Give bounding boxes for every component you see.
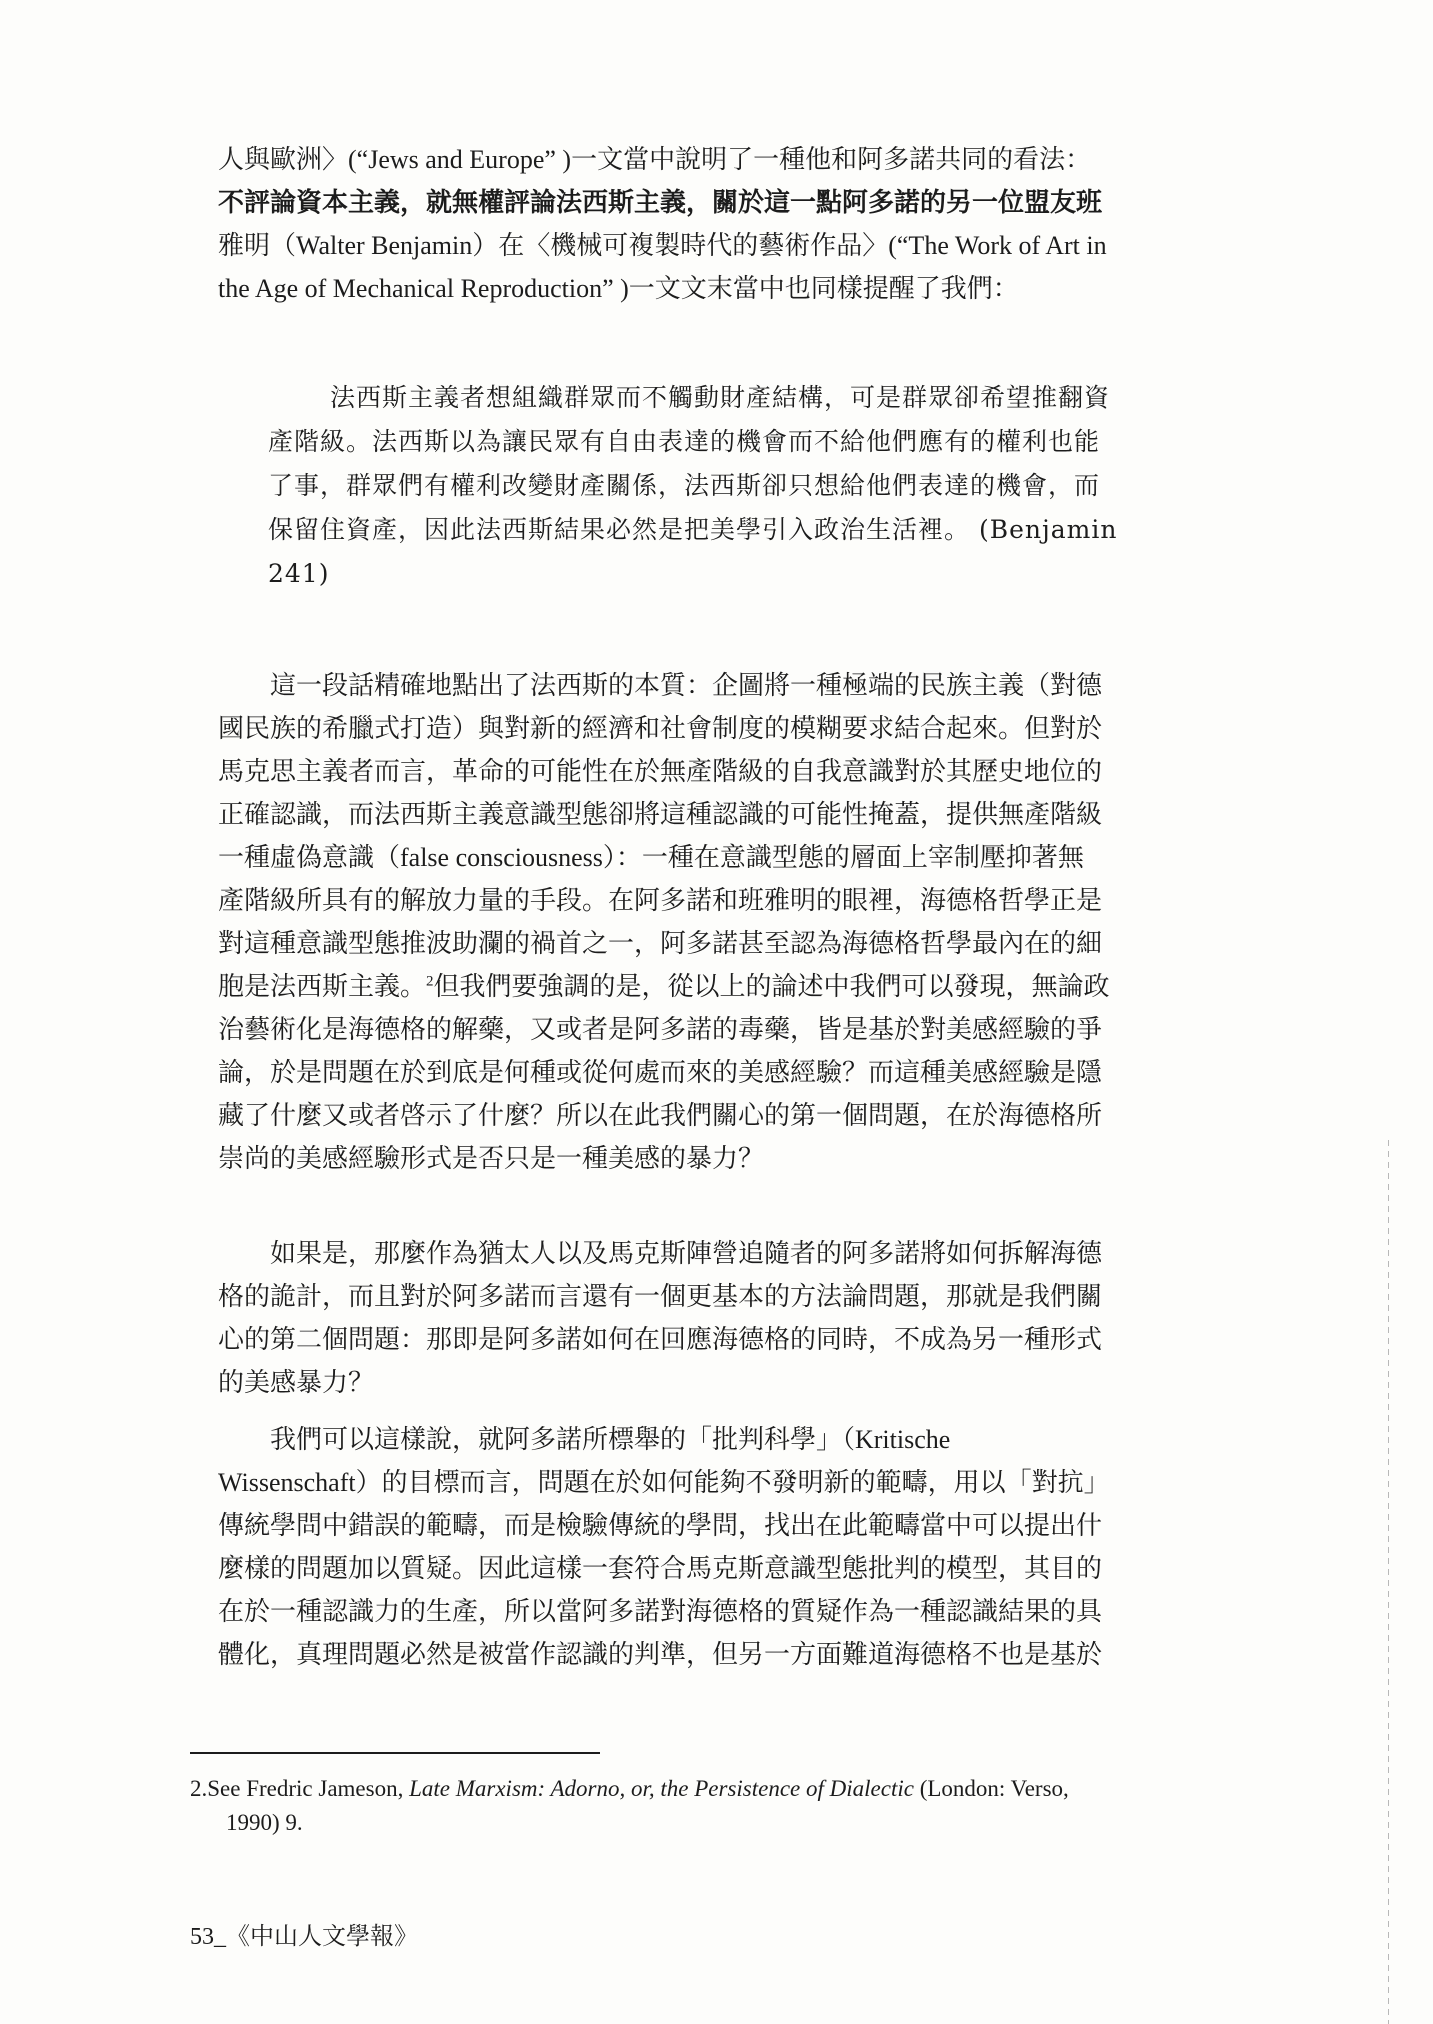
footnote-suffix: (London: Verso, (913, 1776, 1069, 1801)
text-line: 對這種意識型態推波助瀾的禍首之一，阿多諾甚至認為海德格哲學最內在的細 (218, 929, 1103, 958)
footnote-reference[interactable]: 2 (426, 973, 434, 990)
text-line: 體化，真理問題必然是被當作認識的判準，但另一方面難道海德格不也是基於 (218, 1640, 1103, 1669)
text-line: 這一段話精確地點出了法西斯的本質：企圖將一種極端的民族主義（對德 (218, 671, 1103, 700)
footnote-divider (190, 1752, 600, 1754)
text-line: 治藝術化是海德格的解藥，又或者是阿多諾的毒藥，皆是基於對美感經驗的爭 (218, 1015, 1103, 1044)
body-paragraph-2 (218, 1232, 1188, 1404)
text-line: 馬克思主義者而言，革命的可能性在於無產階級的自我意識對於其歷史地位的 (218, 757, 1103, 786)
footnote-line (190, 1772, 1190, 1806)
text-line: 正確認識，而法西斯主義意識型態卻將這種認識的可能性掩蓋，提供無產階級 (218, 800, 1103, 829)
text-line: 人與歐洲〉(“Jews and Europe” )一文當中說明了一種他和阿多諾共同的看法： (218, 145, 1092, 174)
text-line: 國民族的希臘式打造）與對新的經濟和社會制度的模糊要求結合起來。但對於 (218, 714, 1103, 743)
quote-line: 產階級。法西斯以為讓民眾有自由表達的機會而不給他們應有的權利也能 (268, 427, 1101, 456)
body-paragraph-3 (218, 1418, 1188, 1676)
text-line: 在於一種認識力的生產，所以當阿多諾對海德格的質疑作為一種認識結果的具 (218, 1597, 1103, 1626)
page-footer: 53_《中山人文學報》 (190, 1924, 418, 1950)
text-line: 雅明（Walter Benjamin）在〈機械可複製時代的藝術作品〉(“The Work of Art in (218, 231, 1107, 260)
text-line: 的美感暴力？ (218, 1368, 375, 1397)
text-line: the Age of Mechanical Reproduction” )一文文末當中也同樣提醒了我們： (218, 274, 1019, 303)
text-line: 傳統學問中錯誤的範疇，而是檢驗傳統的學問，找出在此範疇當中可以提出什 (218, 1511, 1103, 1540)
text-line: 格的詭計，而且對於阿多諾而言還有一個更基本的方法論問題，那就是我們關 (218, 1282, 1103, 1311)
text-line: 麼樣的問題加以質疑。因此這樣一套符合馬克斯意識型態批判的模型，其目的 (218, 1554, 1103, 1583)
text-line: 如果是，那麼作為猶太人以及馬克斯陣營追隨者的阿多諾將如何拆解海德 (218, 1239, 1103, 1268)
quote-line: 法西斯主義者想組織群眾而不觸動財產結構，可是群眾卻希望推翻資 (330, 383, 1111, 412)
quote-line: 保留住資產，因此法西斯結果必然是把美學引入政治生活裡。 (Benjamin (268, 515, 1118, 544)
footnote-book-title: Late Marxism: Adorno, or, the Persistence of Dialectic (409, 1776, 914, 1801)
footnote-line: 1990) 9. (226, 1810, 303, 1835)
quote-line: 了事，群眾們有權利改變財產關係，法西斯卻只想給他們表達的機會，而 (268, 471, 1101, 500)
footnote (190, 1772, 1190, 1840)
text-line (218, 965, 1188, 1008)
footnote-prefix: 2.See Fredric Jameson, (190, 1776, 410, 1801)
quote-line: 241) (268, 559, 330, 588)
text-segment: 但我們要強調的是，從以上的論述中我們可以發現，無論政 (433, 972, 1110, 1001)
text-line: Wissenschaft）的目標而言，問題在於如何能夠不發明新的範疇，用以「對抗」 (218, 1468, 1110, 1497)
text-line-emphasis: 不評論資本主義，就無權評論法西斯主義，關於這一點阿多諾的另一位盟友班 (218, 188, 1103, 217)
body-paragraph-1 (218, 664, 1188, 1180)
text-line: 我們可以這樣說，就阿多諾所標舉的「批判科學」（Kritische (218, 1425, 951, 1454)
text-line: 產階級所具有的解放力量的手段。在阿多諾和班雅明的眼裡，海德格哲學正是 (218, 886, 1103, 915)
text-segment: 胞是法西斯主義。 (218, 972, 427, 1001)
intro-paragraph (218, 138, 1188, 310)
text-line: 心的第二個問題：那即是阿多諾如何在回應海德格的同時，不成為另一種形式 (218, 1325, 1103, 1354)
text-line: 藏了什麼又或者啓示了什麼？所以在此我們關心的第一個問題，在於海德格所 (218, 1101, 1103, 1130)
text-line: 論，於是問題在於到底是何種或從何處而來的美感經驗？而這種美感經驗是隱 (218, 1058, 1103, 1087)
text-line: 一種虛偽意識（false consciousness）：一種在意識型態的層面上宰制壓抑著無 (218, 843, 1084, 872)
scan-edge-line (1388, 1140, 1389, 2024)
block-quote (268, 376, 1188, 596)
text-line: 崇尚的美感經驗形式是否只是一種美感的暴力？ (218, 1144, 765, 1173)
